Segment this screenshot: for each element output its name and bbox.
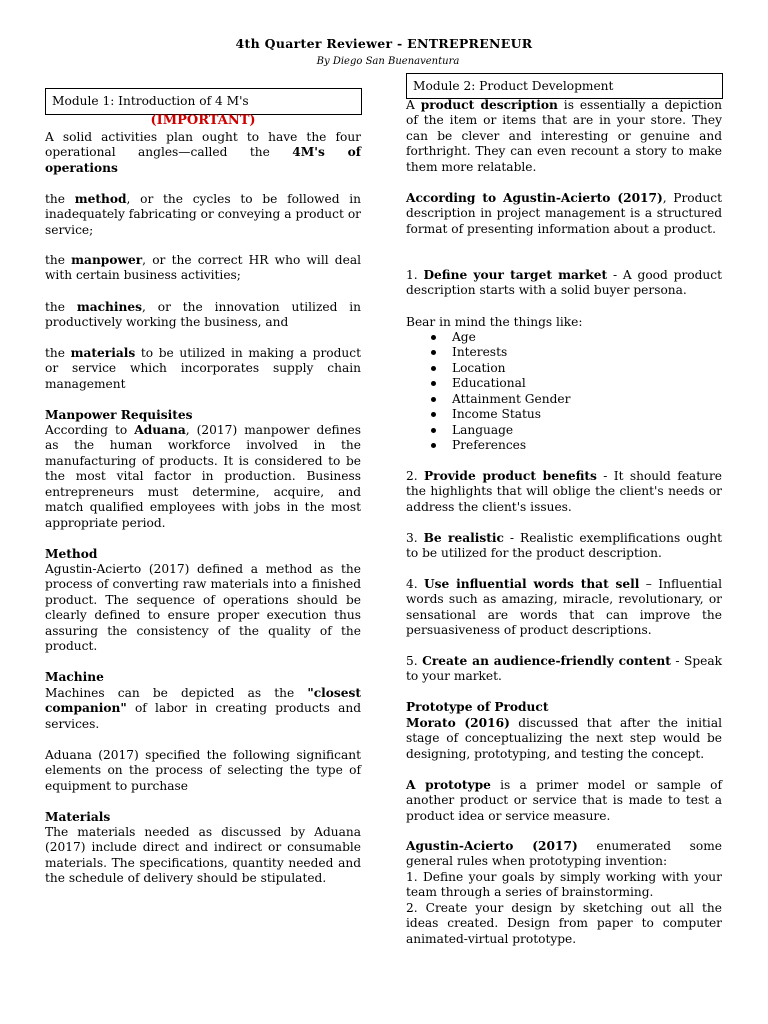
step-2-product-benefits: 2. Provide product benefits - It should feature the highlights that will oblige the client's needs or address the client's issues. bbox=[406, 469, 722, 514]
machine-text: Machines can be depicted as the "closest companion" of labor in creating products and services. bbox=[45, 686, 361, 731]
important-label: (IMPORTANT) bbox=[150, 113, 256, 128]
manpower-requisites-text: According to Aduana, (2017) manpower defines as the human workforce involved in the manufacturing of products. It is considered to be the most vital factor in production. Business entrepreneurs must determine, acquire, and match qualified employees with jobs in the most appropriate period. bbox=[45, 423, 361, 530]
product-description-text: A product description is essentially a depiction of the item or items that are in your store. They can be clever and interesting or genuine and forthright. They can even recount a story to make them more relatable. bbox=[406, 98, 722, 174]
list-item: Interests bbox=[430, 345, 570, 360]
list-item: Age bbox=[430, 330, 570, 345]
materials-definition: the materials to be utilized in making a product or service which incorporates supply chain management bbox=[45, 346, 361, 391]
materials-text: The materials needed as discussed by Aduana (2017) include direct and indirect or consumable materials. The specifications, quantity needed and the schedule of delivery should be stipulated. bbox=[45, 825, 361, 886]
prototype-definition: A prototype is a primer model or sample of another product or service that is made to test a product idea or service measure. bbox=[406, 778, 722, 823]
demographics-list bbox=[430, 330, 570, 454]
four-ms-intro: A solid activities plan ought to have the four operational angles—called the 4M's of operations bbox=[45, 130, 361, 175]
step-4-influential-words: 4. Use influential words that sell – Influential words such as amazing, miracle, revolutionary, or sensational are words that can improve the persuasiveness of product descriptions. bbox=[406, 577, 722, 638]
step-5-audience-content: 5. Create an audience-friendly content - Speak to your market. bbox=[406, 654, 722, 684]
list-item: Attainment Gender bbox=[430, 392, 570, 407]
machine-heading: Machine bbox=[45, 670, 104, 684]
machines-definition: the machines, or the innovation utilized in productively working the business, and bbox=[45, 300, 361, 330]
morato-text: Morato (2016) discussed that after the initial stage of conceptualizing the next step would be designing, prototyping, and testing the concept. bbox=[406, 716, 722, 761]
module-2-title-box: Module 2: Product Development bbox=[406, 73, 723, 99]
method-definition: the method, or the cycles to be followed in inadequately fabricating or conveying a product or service; bbox=[45, 192, 361, 237]
prototype-rule-2: 2. Create your design by sketching out all the ideas created. Design from paper to computer animated-virtual prototype. bbox=[406, 901, 722, 946]
bear-in-mind-label: Bear in mind the things like: bbox=[406, 315, 583, 329]
method-text: Agustin-Acierto (2017) defined a method as the process of converting raw materials into a finished product. The sequence of operations should be clearly defined to ensure proper execution thus assuring the consistency of the quality of the product. bbox=[45, 562, 361, 654]
step-1-target-market: 1. Define your target market - A good product description starts with a solid buyer persona. bbox=[406, 268, 722, 298]
method-heading: Method bbox=[45, 547, 98, 561]
agustin-rules-intro: Agustin-Acierto (2017) enumerated some general rules when prototyping invention: bbox=[406, 839, 723, 869]
manpower-requisites-heading: Manpower Requisites bbox=[45, 408, 193, 422]
aduana-equipment-text: Aduana (2017) specified the following significant elements on the process of selecting the type of equipment to purchase bbox=[45, 748, 361, 793]
list-item: Language bbox=[430, 423, 570, 438]
document-title: 4th Quarter Reviewer - ENTREPRENEUR bbox=[235, 36, 533, 51]
list-item: Preferences bbox=[430, 438, 570, 453]
according-agustin-text: According to Agustin-Acierto (2017), Product description in project management is a structured format of presenting information about a product. bbox=[406, 191, 722, 236]
author-byline: By Diego San Buenaventura bbox=[316, 56, 460, 67]
manpower-definition: the manpower, or the correct HR who will deal with certain business activities; bbox=[45, 253, 361, 283]
prototype-heading: Prototype of Product bbox=[406, 700, 549, 714]
prototype-rule-1: 1. Define your goals by simply working with your team through a series of brainstorming. bbox=[406, 870, 722, 900]
list-item: Income Status bbox=[430, 407, 570, 422]
materials-heading: Materials bbox=[45, 810, 111, 824]
module-1-title-box: Module 1: Introduction of 4 M's bbox=[45, 88, 362, 115]
step-3-be-realistic: 3. Be realistic - Realistic exemplifications ought to be utilized for the product description. bbox=[406, 531, 722, 561]
list-item: Location bbox=[430, 361, 570, 376]
list-item: Educational bbox=[430, 376, 570, 391]
